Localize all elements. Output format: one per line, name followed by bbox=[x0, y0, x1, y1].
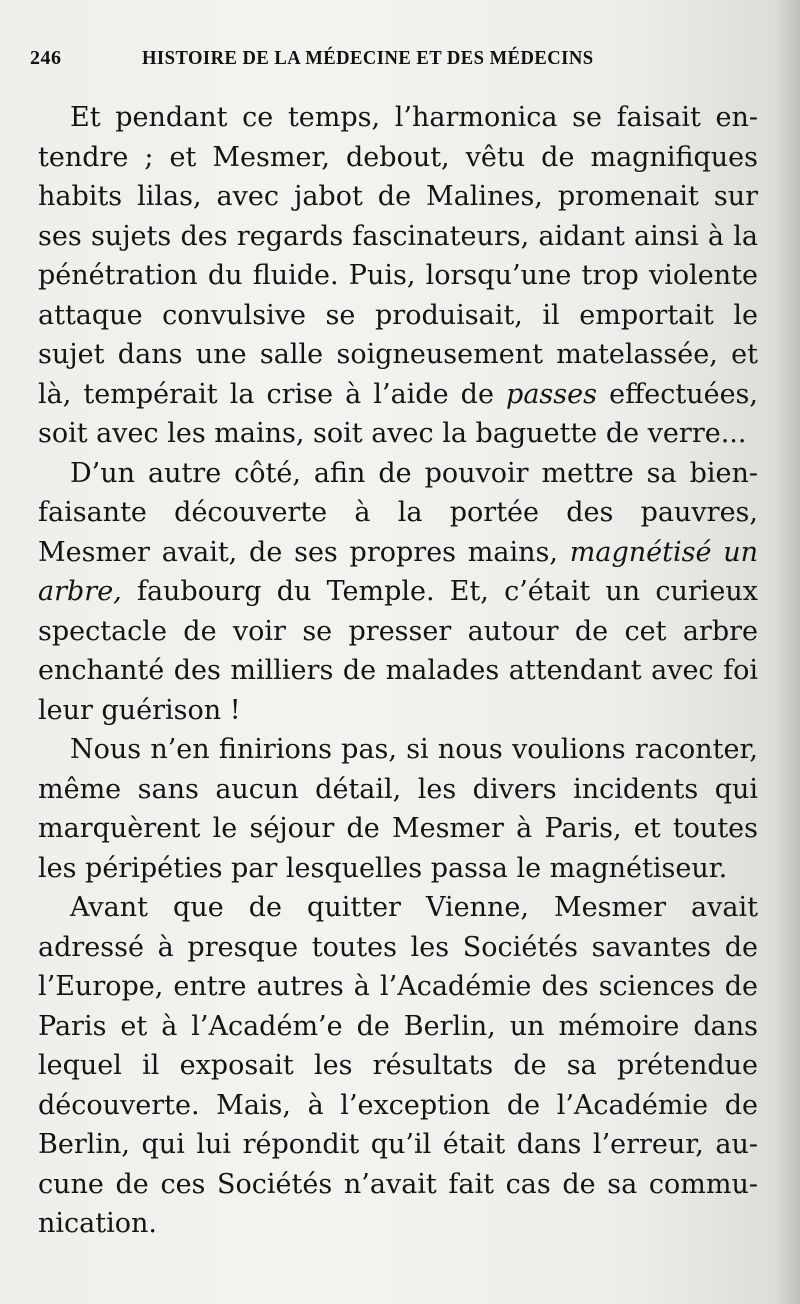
paragraph-text: Et pendant ce temps, l’harmonica se faisait entendre ; et Mesmer, debout, vêtu de magnifiques habits lilas, avec jabot de Malines, promenait sur ses sujets des regards fascinateurs, aidant ainsi à la pénétration du fluide. Puis, lorsqu’une trop violente attaque convulsive se produisait, il emportait le sujet dans une salle soigneusement matelassée, et là, tempérait la crise à l’aide de bbox=[38, 102, 758, 410]
paragraph-incidents-paris: Nous n’en finirions pas, si nous voulions raconter, même sans aucun détail, les divers incidents qui marquèrent le séjour de Mesmer à Paris, et toutes les péripéties par lesquelles passa le magnétiseur. bbox=[38, 734, 758, 884]
body-text bbox=[38, 98, 758, 1244]
running-title: HISTOIRE DE LA MÉDECINE ET DES MÉDECINS bbox=[142, 47, 594, 69]
paragraph-mesmer-harmonica bbox=[38, 98, 758, 454]
italic-phrase-magnetise-un-arbre: magnétisé un arbre, bbox=[38, 536, 758, 607]
paragraph-magnetized-tree bbox=[38, 454, 758, 731]
running-head bbox=[30, 45, 750, 75]
paragraph-text: faubourg du Temple. Et, c’était un curieux spectacle de voir se presser autour de cet arbre enchanté des milliers de malades attendant avec foi leur guérison ! bbox=[38, 576, 758, 726]
page-edge-shadow bbox=[774, 0, 800, 1304]
paragraph-text: effectuées, soit avec les mains, soit avec la baguette de verre... bbox=[38, 378, 758, 449]
paragraph-text: D’un autre côté, afin de pouvoir mettre sa bienfaisante découverte à la portée des pauvres, Mesmer avait, de ses propres mains, bbox=[38, 457, 758, 568]
page-number: 246 bbox=[30, 47, 62, 69]
italic-term-passes: passes bbox=[506, 378, 597, 410]
paragraph-academies: Avant que de quitter Vienne, Mesmer avait adressé à presque toutes les Sociétés savantes de l’Europe, entre autres à l’Académie des sciences de Paris et à l’Académ’e de Berlin, un mémoire dans lequel il exposait les résultats de sa prétendue découverte. Mais, à l’exception de l’Académie de Berlin, qui lui répondit qu’il était dans l’erreur, aucune de ces Sociétés n’avait fait cas de sa communication. bbox=[38, 892, 758, 1239]
